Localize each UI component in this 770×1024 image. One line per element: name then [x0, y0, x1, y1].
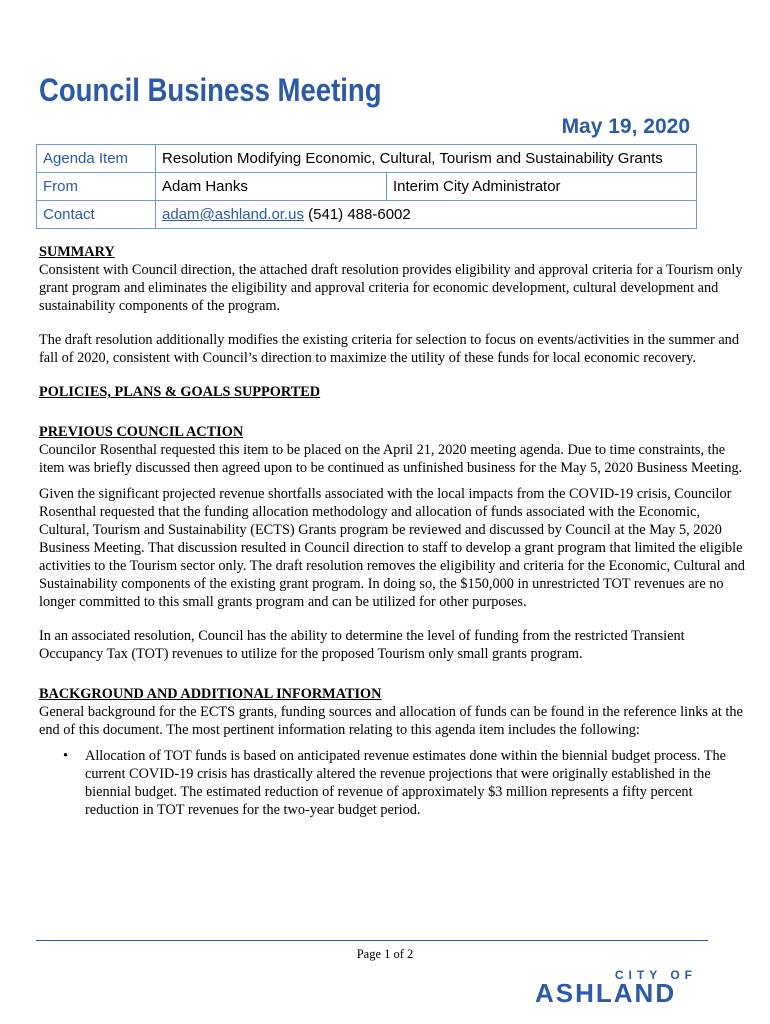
summary-paragraph-2: The draft resolution additionally modifies the existing criteria for selection to focus on events/activities in the summer and fall of 2020, consistent with Council’s direction to maximize the utility of these funds for local economic recovery. [39, 332, 739, 366]
agenda-item-value: Resolution Modifying Economic, Cultural, Tourism and Sustainability Grants [156, 145, 697, 173]
page-title: Council Business Meeting [39, 72, 382, 108]
city-logo [533, 968, 705, 1008]
logo-ashland: ASHLAND [535, 978, 677, 1008]
from-name: Adam Hanks [156, 173, 387, 201]
summary-heading: SUMMARY [39, 244, 115, 260]
policies-heading: POLICIES, PLANS & GOALS SUPPORTED [39, 384, 321, 400]
agenda-item-label: Agenda Item [37, 145, 156, 173]
previous-action-heading: PREVIOUS COUNCIL ACTION [39, 424, 244, 440]
contact-email-link[interactable]: adam@ashland.or.us [162, 206, 304, 223]
summary-paragraph-1: Consistent with Council direction, the attached draft resolution provides eligibility and approval criteria for a Tourism only grant program and eliminates the eligibility and approval criteria for economic development, cultural development and sustainability components of the program. [39, 262, 743, 314]
logo-city-of: CITY OF [614, 968, 697, 982]
agenda-item-row [37, 145, 697, 173]
background-bullet-list [39, 747, 745, 819]
bullet-icon: • [63, 748, 69, 764]
previous-action-paragraph-1: Councilor Rosenthal requested this item to be placed on the April 21, 2020 meeting agenda. Due to time constraints, the item was briefly discussed then agreed upon to be continued as unfinished business for the May 5, 2020 Business Meeting. [39, 442, 743, 476]
contact-value [156, 201, 697, 229]
previous-action-paragraph-2: Given the significant projected revenue shortfalls associated with the local impacts from the COVID-19 crisis, Councilor Rosenthal requested that the funding allocation methodology and allocation of funds associated with the Economic, Cultural, Tourism and Sustainability (ECTS) Grants program be reviewed and discussed by Council at the May 5, 2020 Business Meeting. That discussion resulted in Council direction to staff to develop a grant program that limited the eligible activities to the Tourism sector only. The draft resolution removes the eligibility and criteria for the Economic, Cultural and Sustainability components of the existing grant program. In doing so, the $150,000 in unrestricted TOT revenues are no longer committed to this small grants program and can be utilized for other purposes. [39, 486, 745, 610]
contact-row [37, 201, 697, 229]
from-label: From [37, 173, 156, 201]
background-paragraph-1: General background for the ECTS grants, funding sources and allocation of funds can be found in the reference links at the end of this document. The most pertinent information relating to this agenda item includes the following: [39, 704, 743, 738]
contact-phone: (541) 488-6002 [308, 206, 411, 223]
previous-action-paragraph-3: In an associated resolution, Council has the ability to determine the level of funding from the restricted Transient Occupancy Tax (TOT) revenues to utilize for the proposed Tourism only small grants program. [39, 628, 685, 662]
footer-divider [36, 940, 708, 941]
agenda-info-table [36, 144, 697, 229]
from-row [37, 173, 697, 201]
background-heading: BACKGROUND AND ADDITIONAL INFORMATION [39, 686, 382, 702]
contact-label: Contact [37, 201, 156, 229]
list-item [63, 747, 745, 819]
bullet-text: Allocation of TOT funds is based on anticipated revenue estimates done within the biennial budget process. The current COVID-19 crisis has drastically altered the revenue projections that were originally established in the biennial budget. The estimated reduction of revenue of approximately $3 million represents a fifty percent reduction in TOT revenues for the two-year budget period. [85, 748, 726, 818]
from-title: Interim City Administrator [387, 173, 697, 201]
page-number: Page 1 of 2 [356, 947, 414, 961]
document-body [39, 243, 745, 819]
meeting-date: May 19, 2020 [561, 115, 690, 138]
